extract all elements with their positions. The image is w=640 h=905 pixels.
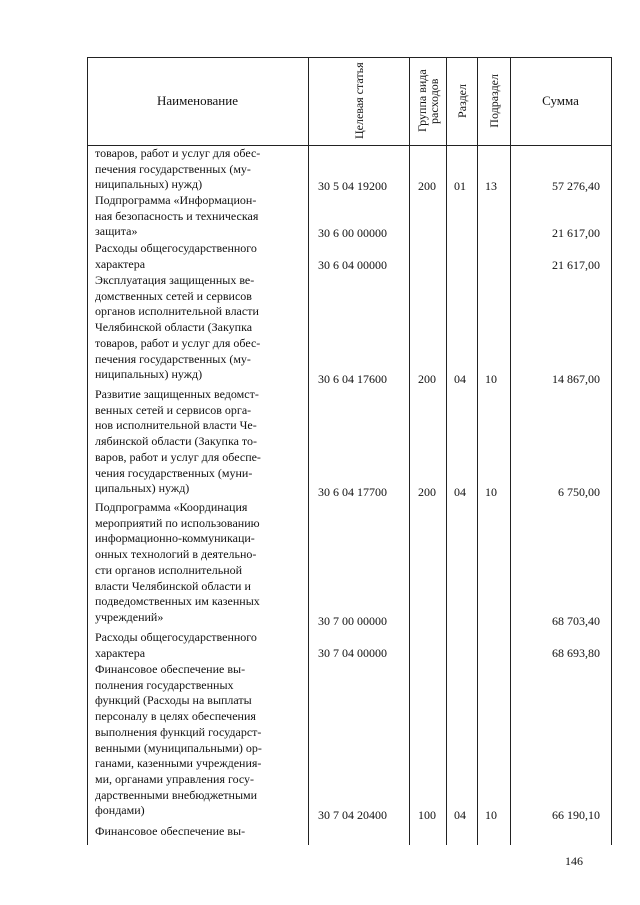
row-sum: 6 750,00: [558, 485, 600, 499]
row-subsection: 10: [485, 485, 497, 499]
row-name-line: дарственными внебюджетными: [95, 787, 258, 802]
header-section-cell: [446, 57, 477, 145]
header-group: Группа вида расходов: [414, 69, 441, 133]
row-sum: 57 276,40: [552, 179, 600, 193]
row-name-line: печения государственных (му-: [95, 351, 251, 366]
row-name: [95, 146, 305, 193]
row-name-line: лябинской области (Закупка то-: [95, 434, 258, 449]
col-border: [477, 57, 478, 845]
row-name: [95, 193, 305, 240]
row-sum: 68 703,40: [552, 614, 600, 628]
row-name-line: домственных сетей и сервисов: [95, 288, 252, 303]
row-name-line: подведомственных им казенных: [95, 594, 260, 609]
row-name-line: товаров, работ и услуг для обес-: [95, 146, 261, 160]
row-name: [95, 630, 305, 661]
row-name-line: Подпрограмма «Информацион-: [95, 193, 257, 207]
row-code: 30 7 00 00000: [318, 614, 387, 628]
row-name-line: Расходы общегосударственного: [95, 241, 257, 255]
row-group: 200: [418, 485, 436, 499]
row-name-line: варов, работ и услуг для обеспе-: [95, 449, 261, 464]
row-code: 30 6 00 00000: [318, 226, 387, 240]
row-name-line: нов исполнительной власти Че-: [95, 418, 257, 433]
row-sum: 21 617,00: [552, 258, 600, 272]
row-name-line: характера: [95, 645, 146, 660]
row-name-line: Финансовое обеспечение вы-: [95, 662, 246, 676]
row-name-line: ганами, казенными учреждения-: [95, 756, 262, 771]
col-border: [87, 57, 88, 845]
row-group: 200: [418, 179, 436, 193]
header-name: Наименование: [157, 93, 238, 108]
row-name-line: Эксплуатация защищенных ве-: [95, 273, 255, 287]
row-name: [95, 662, 305, 819]
row-name-line: венными (муниципальными) ор-: [95, 740, 262, 755]
row-name-line: сти органов исполнительной: [95, 562, 243, 577]
row-name-line: фондами): [95, 803, 145, 818]
row-name-line: ми, органами управления госу-: [95, 771, 255, 786]
row-name-line: характера: [95, 256, 146, 271]
row-section: 04: [454, 808, 466, 822]
row-subsection: 10: [485, 372, 497, 386]
row-section: 04: [454, 485, 466, 499]
row-name: [95, 273, 305, 383]
header-section: Раздел: [454, 84, 469, 118]
col-border: [510, 57, 511, 845]
row-name-line: Челябинской области (Закупка: [95, 320, 253, 335]
row-name-line: учреждений»: [95, 609, 164, 624]
row-name-line: Расходы общегосударственного: [95, 630, 257, 644]
row-name-line: Развитие защищенных ведомст-: [95, 387, 259, 401]
row-name: [95, 387, 305, 497]
row-name-line: ниципальных) нужд): [95, 177, 203, 192]
row-section: 01: [454, 179, 466, 193]
row-sum: 14 867,00: [552, 372, 600, 386]
row-name-line: власти Челябинской области и: [95, 578, 251, 593]
col-border: [409, 57, 410, 845]
header-sum: Сумма: [542, 93, 579, 108]
row-name-line: выполнения функций государст-: [95, 724, 262, 739]
row-name-line: печения государственных (му-: [95, 161, 251, 176]
row-group: 200: [418, 372, 436, 386]
row-name: [95, 241, 305, 272]
row-code: 30 7 04 20400: [318, 808, 387, 822]
header-subsection-cell: [477, 57, 510, 145]
header-group-cell: [409, 57, 446, 145]
row-code: 30 6 04 17700: [318, 485, 387, 499]
row-section: 04: [454, 372, 466, 386]
row-name-line: чения государственных (муни-: [95, 465, 253, 480]
row-name: [95, 500, 305, 626]
row-name-line: ниципальных) нужд): [95, 367, 203, 382]
row-name-line: полнения государственных: [95, 677, 234, 692]
row-name-line: венных сетей и сервисов орга-: [95, 402, 252, 417]
row-name-line: мероприятий по использованию: [95, 515, 260, 530]
row-group: 100: [418, 808, 436, 822]
col-border: [446, 57, 447, 845]
row-sum: 68 693,80: [552, 646, 600, 660]
row-name-line: персоналу в целях обеспечения: [95, 709, 256, 724]
row-code: 30 6 04 00000: [318, 258, 387, 272]
row-sum: 66 190,10: [552, 808, 600, 822]
row-name-line: товаров, работ и услуг для обес-: [95, 335, 261, 350]
row-subsection: 13: [485, 179, 497, 193]
col-border: [308, 57, 309, 845]
row-name-line: информационно-коммуникаци-: [95, 531, 255, 546]
row-code: 30 6 04 17600: [318, 372, 387, 386]
row-name-line: Подпрограмма «Координация: [95, 500, 248, 514]
row-name-line: ципальных) нужд): [95, 481, 190, 496]
header-code: Целевая статья: [351, 62, 366, 140]
row-name-line: онных технологий в деятельно-: [95, 547, 257, 562]
page-number: 146: [565, 854, 583, 868]
row-name-line: функций (Расходы на выплаты: [95, 693, 252, 708]
row-sum: 21 617,00: [552, 226, 600, 240]
row-name-line: защита»: [95, 224, 138, 239]
row-name-line: Финансовое обеспечение вы-: [95, 824, 246, 838]
row-name: [95, 824, 305, 840]
header-code-cell: [308, 57, 409, 145]
col-border: [611, 57, 612, 845]
row-name-line: органов исполнительной власти: [95, 304, 259, 319]
row-name-line: ная безопасность и техническая: [95, 208, 259, 223]
row-code: 30 7 04 00000: [318, 646, 387, 660]
row-code: 30 5 04 19200: [318, 179, 387, 193]
header-subsection: Подраздел: [486, 74, 501, 128]
row-subsection: 10: [485, 808, 497, 822]
